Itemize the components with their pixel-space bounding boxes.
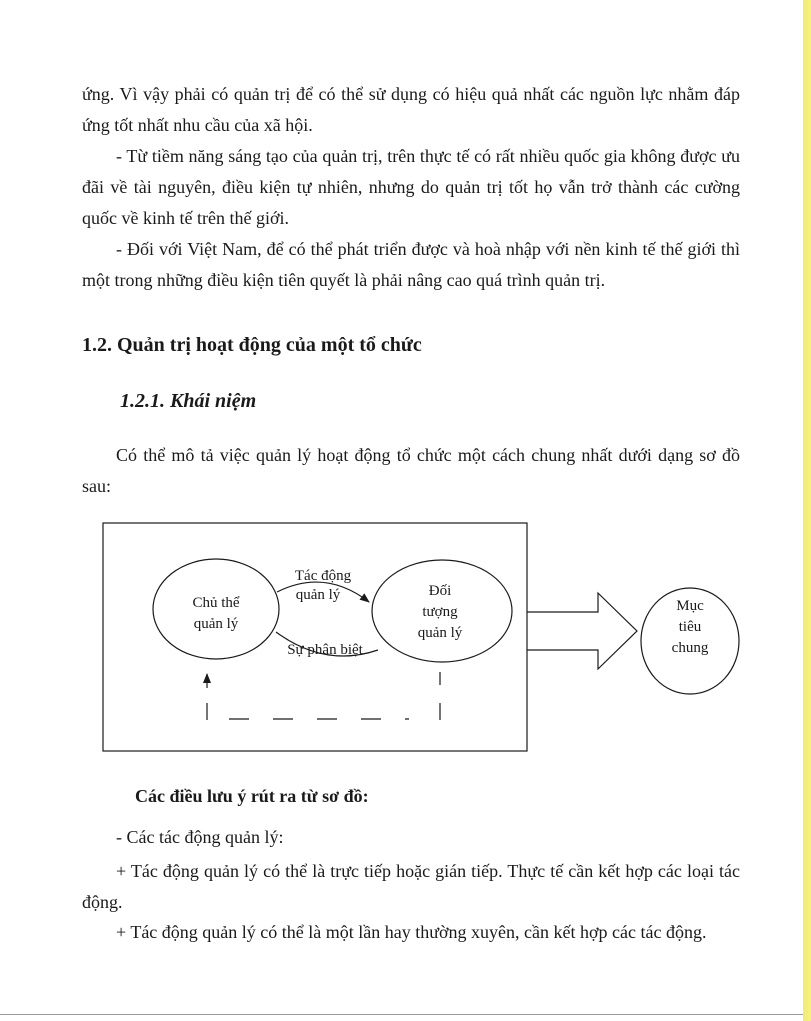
section-heading: 1.2. Quản trị hoạt động của một tổ chức: [82, 334, 422, 356]
paragraph-4: Có thể mô tả việc quản lý hoạt động tổ chức một cách chung nhất dưới dạng sơ đồ sau:: [82, 445, 740, 496]
paragraph-5: - Các tác động quản lý:: [116, 827, 284, 847]
notes-heading: Các điều lưu ý rút ra từ sơ đồ:: [135, 786, 369, 806]
subsection-heading: 1.2.1. Khái niệm: [120, 390, 257, 412]
paragraph-7: + Tác động quản lý có thể là một lần hay thường xuyên, cần kết hợp các tác động.: [116, 922, 707, 942]
goal-label-2: tiêu: [678, 619, 702, 635]
distinction-label: Sự phân biệt: [287, 642, 363, 658]
paragraph-6: + Tác động quản lý có thể là trực tiếp hoặc gián tiếp. Thực tế cần kết hợp các loại tác động.: [82, 861, 740, 912]
outcome-block-arrow: [527, 593, 637, 669]
diagram-frame: [103, 523, 527, 751]
object-label-1: Đối: [428, 583, 452, 599]
page-bottom-rule: [0, 1014, 803, 1015]
action-label-1: Tác động: [294, 568, 352, 584]
paragraph-2: - Từ tiềm năng sáng tạo của quản trị, trên thực tế có rất nhiều quốc gia không được ưu đãi về tài nguyên, điều kiện tự nhiên, nhưng do quản trị tốt họ vẫn trở thành các cường quốc về kinh tế trên thế giới.: [82, 146, 740, 228]
subject-label-2: quản lý: [193, 616, 239, 632]
paragraph-1: ứng. Vì vậy phải có quản trị để có thể sử dụng có hiệu quả nhất các nguồn lực nhằm đáp ứng tốt nhất nhu cầu của xã hội.: [82, 84, 740, 135]
goal-label-1: Mục: [676, 598, 704, 614]
action-label-2: quản lý: [295, 587, 341, 603]
subject-label-1: Chủ thể: [192, 595, 240, 611]
object-label-2: tượng: [422, 604, 458, 620]
goal-label-3: chung: [671, 640, 709, 656]
paragraph-3: - Đối với Việt Nam, để có thể phát triển được và hoà nhập với nền kinh tế thế giới thì một trong những điều kiện tiên quyết là phải nâng cao quá trình quản trị.: [82, 239, 740, 290]
object-label-3: quản lý: [417, 625, 463, 641]
